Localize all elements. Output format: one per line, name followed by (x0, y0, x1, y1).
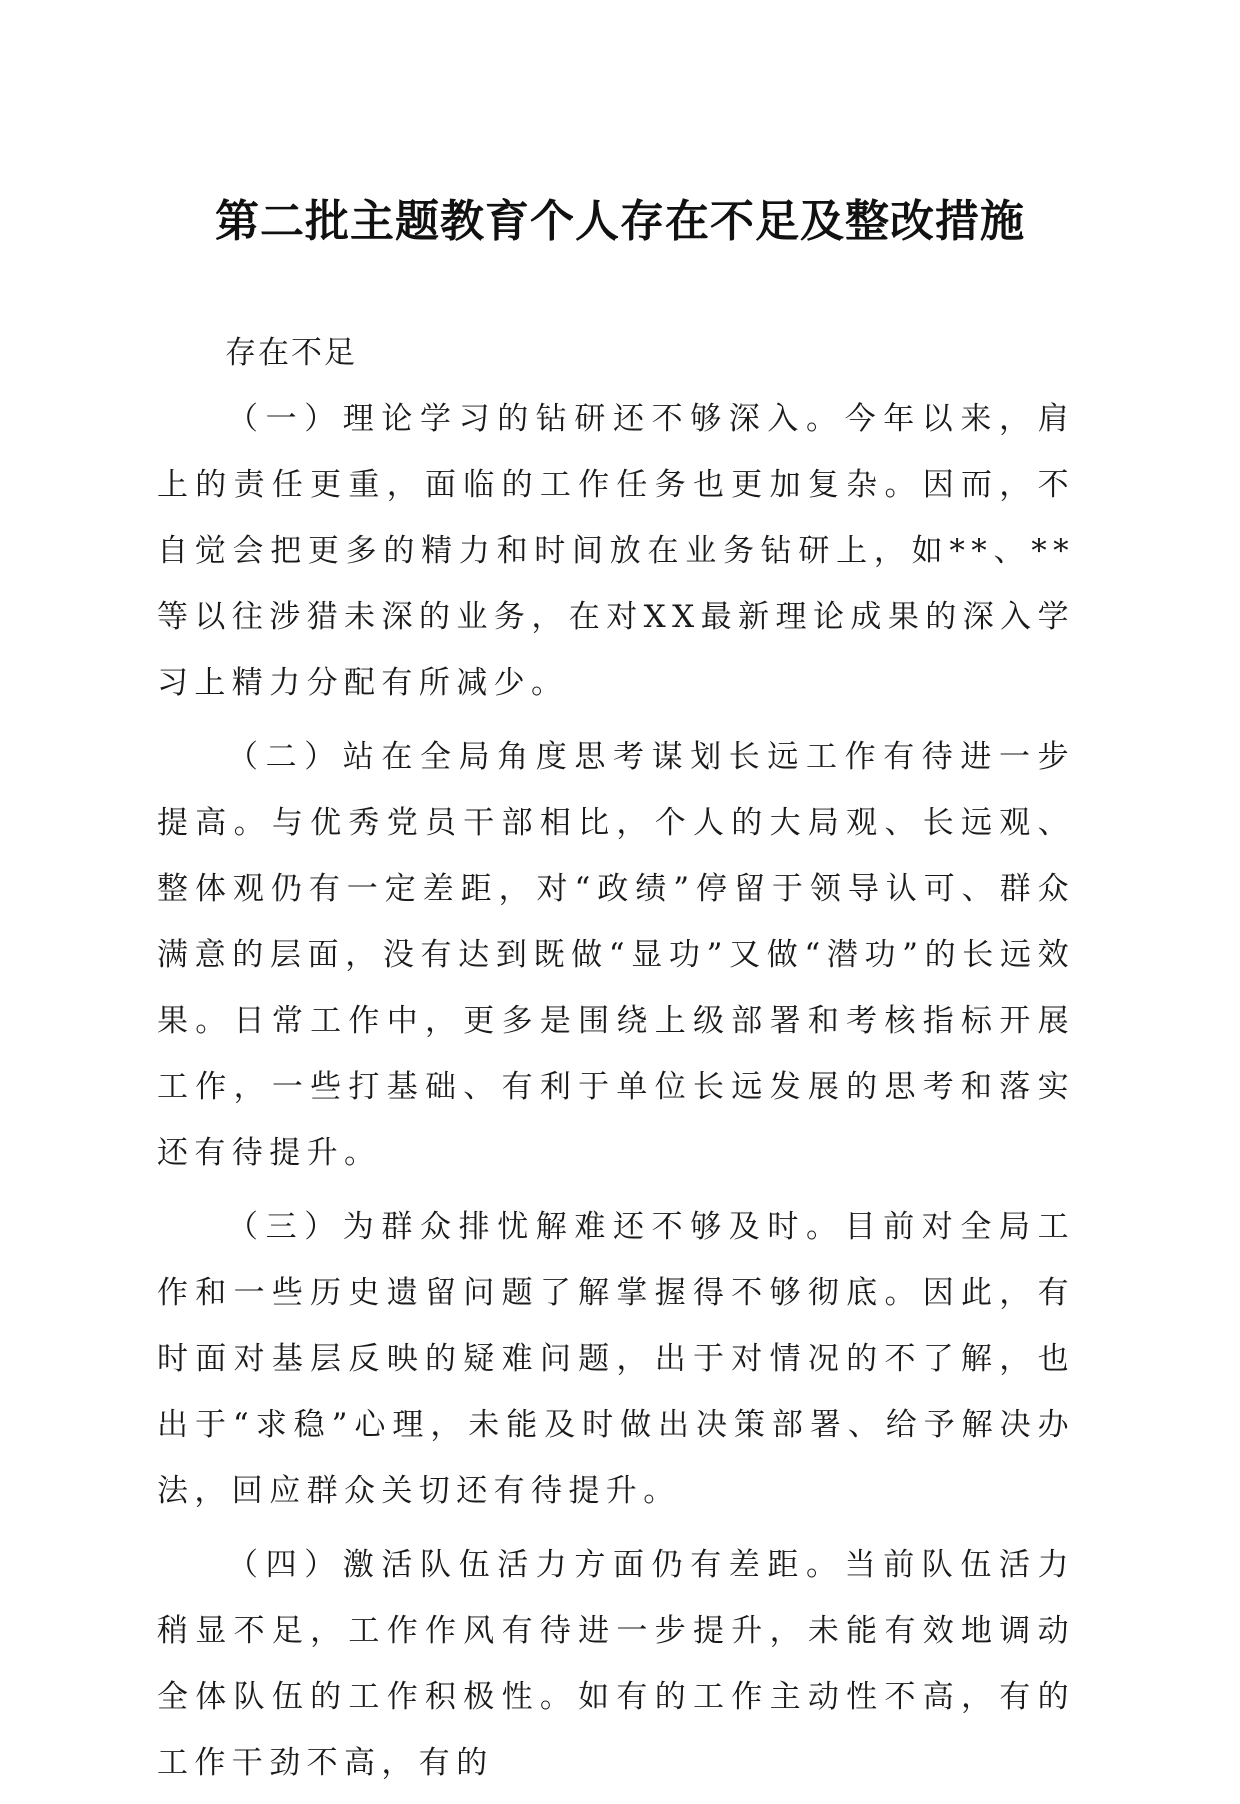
paragraph-4: （四）激活队伍活力方面仍有差距。当前队伍活力稍显不足，工作作风有待进一步提升，未能有效地调动全体队伍的工作积极性。如有的工作主动性不高，有的工作干劲不高，有的 (157, 1547, 1075, 1781)
document-body (157, 320, 1075, 1804)
document-title: 第二批主题教育个人存在不足及整改措施 (215, 196, 1025, 247)
section-heading: 存在不足 (225, 335, 357, 371)
paragraph-3: （三）为群众排忧解难还不够及时。目前对全局工作和一些历史遗留问题了解掌握得不够彻底。因此，有时面对基层反映的疑难问题，出于对情况的不了解，也出于“求稳”心理，未能及时做出决策部署、给予解决办法，回应群众关切还有待提升。 (157, 1209, 1075, 1509)
paragraph-2: （二）站在全局角度思考谋划长远工作有待进一步提高。与优秀党员干部相比，个人的大局观、长远观、整体观仍有一定差距，对“政绩”停留于领导认可、群众满意的层面，没有达到既做“显功”又做“潜功”的长远效果。日常工作中，更多是围绕上级部署和考核指标开展工作，一些打基础、有利于单位长远发展的思考和落实还有待提升。 (157, 739, 1075, 1171)
paragraph-1: （一）理论学习的钻研还不够深入。今年以来，肩上的责任更重，面临的工作任务也更加复杂。因而，不自觉会把更多的精力和时间放在业务钻研上，如**、**等以往涉猎未深的业务，在对XX最新理论成果的深入学习上精力分配有所减少。 (157, 401, 1075, 701)
